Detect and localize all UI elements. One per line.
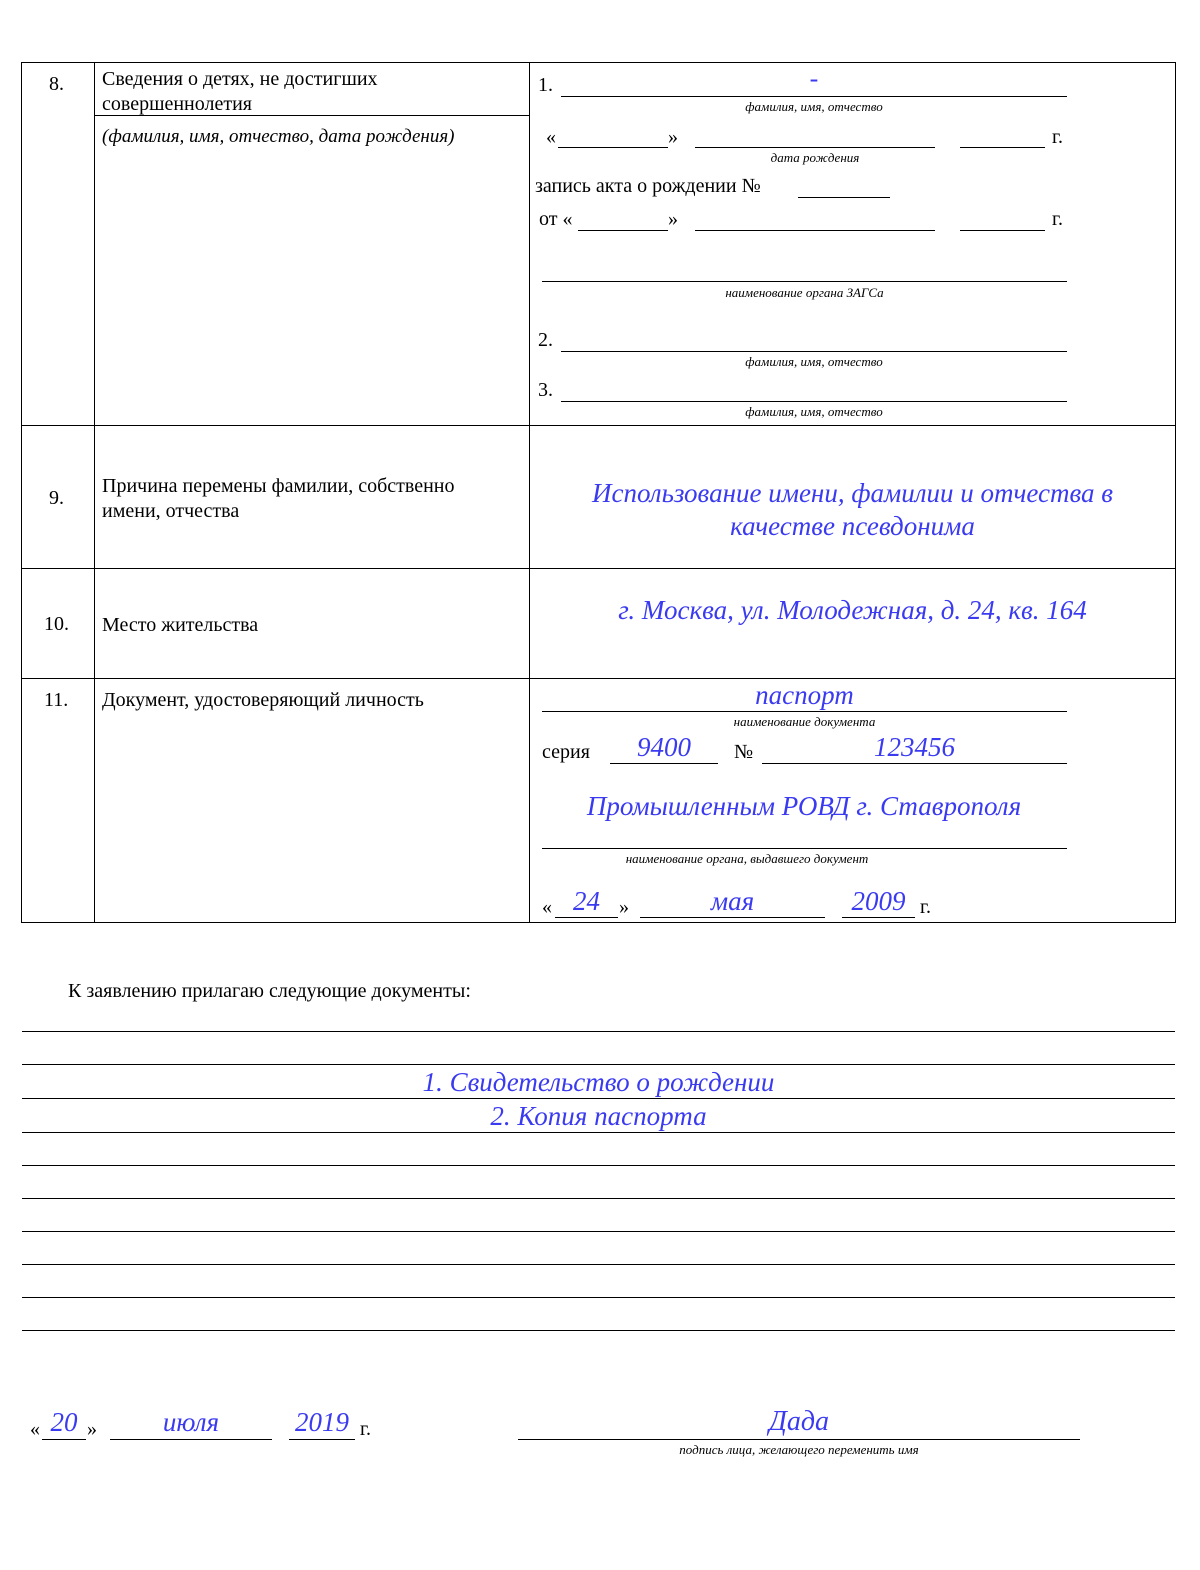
row-label: имени, отчества xyxy=(102,500,240,522)
caption: наименование органа, выдавшего документ xyxy=(625,851,869,866)
attachment-line[interactable] xyxy=(22,1198,1175,1199)
table-border-right xyxy=(1175,62,1176,923)
reason-value: качестве псевдонима xyxy=(730,511,975,541)
caption: наименование органа ЗАГСа xyxy=(725,285,884,300)
row-label: Причина перемены фамилии, собственно xyxy=(102,475,455,497)
number-label: № xyxy=(734,741,754,763)
date-day-field[interactable] xyxy=(42,1439,86,1440)
signature-field[interactable] xyxy=(518,1439,1080,1440)
attachment-line[interactable] xyxy=(22,1064,1175,1065)
record-from-label: от « xyxy=(539,208,573,230)
child-1-birth-day-field[interactable] xyxy=(558,147,668,148)
date-year-value: 2019 xyxy=(295,1407,349,1437)
child-1-name-field[interactable] xyxy=(561,96,1067,97)
series-field[interactable] xyxy=(610,763,718,764)
row-number: 10. xyxy=(44,613,69,635)
child-2-name-field[interactable] xyxy=(561,351,1067,352)
child-3-number: 3. xyxy=(538,379,553,401)
attachment-line[interactable] xyxy=(22,1330,1175,1331)
row-label: совершеннолетия xyxy=(102,93,252,115)
record-number-field[interactable] xyxy=(798,197,890,198)
row-divider xyxy=(21,425,1176,426)
attachment-line[interactable] xyxy=(22,1165,1175,1166)
row-number: 9. xyxy=(49,487,64,509)
quote-close: » xyxy=(87,1418,97,1440)
row-label: Место жительства xyxy=(102,614,259,636)
quote-open: « xyxy=(546,126,556,148)
document-name-field[interactable] xyxy=(542,711,1067,712)
quote-open: « xyxy=(30,1418,40,1440)
record-label: запись акта о рождении № xyxy=(535,175,761,197)
quote-close: » xyxy=(668,126,678,148)
issue-year-field[interactable] xyxy=(842,917,915,918)
child-1-name-value: - xyxy=(809,64,819,93)
table-border-top xyxy=(21,62,1176,63)
attachment-line[interactable] xyxy=(22,1297,1175,1298)
record-year-field[interactable] xyxy=(960,230,1045,231)
attachment-line[interactable] xyxy=(22,1098,1175,1099)
reason-value: Использование имени, фамилии и отчества в xyxy=(592,478,1113,508)
attachment-item: 2. Копия паспорта xyxy=(490,1101,707,1131)
issue-month-value: мая xyxy=(710,886,755,916)
attachments-intro: К заявлению прилагаю следующие документы: xyxy=(68,980,471,1002)
row-label: Документ, удостоверяющий личность xyxy=(102,689,424,711)
document-name-value: паспорт xyxy=(755,680,854,710)
caption: дата рождения xyxy=(770,150,860,165)
caption: фамилия, имя, отчество xyxy=(745,354,883,369)
caption: фамилия, имя, отчество xyxy=(745,99,883,114)
number-value: 123456 xyxy=(874,732,955,762)
column-divider xyxy=(94,62,95,923)
row-number: 8. xyxy=(49,73,64,95)
row-divider xyxy=(21,568,1176,569)
address-value: г. Москва, ул. Молодежная, д. 24, кв. 164 xyxy=(618,595,1087,625)
table-border-bottom xyxy=(21,922,1176,923)
series-label: серия xyxy=(542,741,590,763)
row-divider xyxy=(21,678,1176,679)
row-label: Сведения о детях, не достигших xyxy=(102,68,378,90)
attachment-line[interactable] xyxy=(22,1264,1175,1265)
caption: подпись лица, желающего переменить имя xyxy=(679,1442,919,1457)
issue-month-field[interactable] xyxy=(640,917,825,918)
quote-open: « xyxy=(542,896,552,918)
attachment-line[interactable] xyxy=(22,1132,1175,1133)
caption: фамилия, имя, отчество xyxy=(745,404,883,419)
year-suffix: г. xyxy=(1052,126,1063,148)
child-1-birth-month-field[interactable] xyxy=(695,147,935,148)
attachment-line[interactable] xyxy=(22,1031,1175,1032)
child-1-birth-year-field[interactable] xyxy=(960,147,1045,148)
issue-day-field[interactable] xyxy=(555,917,618,918)
child-3-name-field[interactable] xyxy=(561,401,1067,402)
record-day-field[interactable] xyxy=(578,230,668,231)
issue-year-value: 2009 xyxy=(851,886,906,916)
date-year-field[interactable] xyxy=(289,1439,355,1440)
year-suffix: г. xyxy=(1052,208,1063,230)
date-month-field[interactable] xyxy=(110,1439,272,1440)
child-1-number: 1. xyxy=(538,74,553,96)
date-day-value: 20 xyxy=(50,1407,78,1437)
child-2-number: 2. xyxy=(538,329,553,351)
attachment-item: 1. Свидетельство о рождении xyxy=(422,1067,775,1097)
caption: наименование документа xyxy=(733,714,876,729)
row-hint: (фамилия, имя, отчество, дата рождения) xyxy=(102,126,455,147)
issuer-value: Промышленным РОВД г. Ставрополя xyxy=(586,791,1022,821)
attachment-line[interactable] xyxy=(22,1231,1175,1232)
zags-field[interactable] xyxy=(542,281,1067,282)
signature-value: Дада xyxy=(769,1406,829,1437)
issuer-field[interactable] xyxy=(542,848,1067,849)
quote-close: » xyxy=(668,208,678,230)
year-suffix: г. xyxy=(920,896,931,918)
quote-close: » xyxy=(619,896,629,918)
record-month-field[interactable] xyxy=(695,230,935,231)
year-suffix: г. xyxy=(360,1418,371,1440)
issue-day-value: 24 xyxy=(573,886,600,916)
series-value: 9400 xyxy=(637,732,691,762)
date-month-value: июля xyxy=(162,1407,220,1437)
row-number: 11. xyxy=(44,689,69,711)
number-field[interactable] xyxy=(762,763,1067,764)
table-border-left xyxy=(21,62,22,923)
